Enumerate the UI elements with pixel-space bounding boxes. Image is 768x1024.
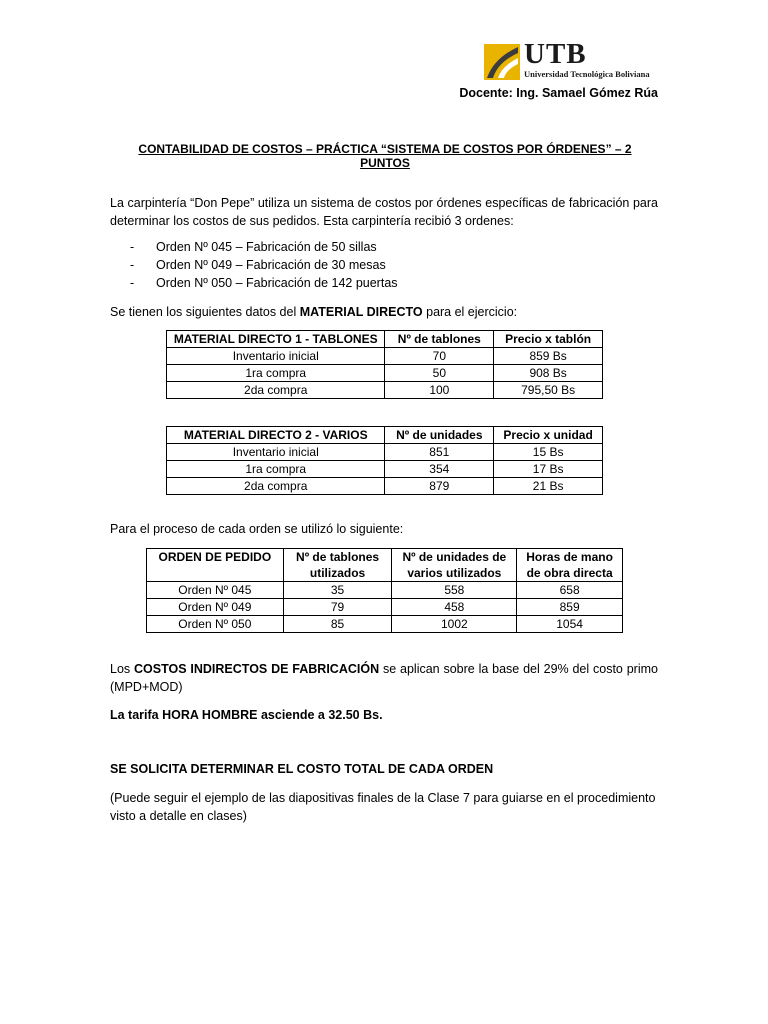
table-header-row <box>167 427 603 444</box>
table-cell: Orden Nº 050 <box>147 616 284 633</box>
table-cell: 879 <box>385 478 494 495</box>
table-header-cell: Nº de unidades <box>385 427 494 444</box>
table-cell: 1ra compra <box>167 365 385 382</box>
utb-logo <box>484 38 656 82</box>
table-cell: 859 Bs <box>494 348 603 365</box>
list-item <box>130 256 398 274</box>
table-cell: 50 <box>385 365 494 382</box>
table-row <box>167 461 603 478</box>
table-header-cell <box>392 549 517 582</box>
table-cell: 658 <box>517 582 623 599</box>
table-header-cell: Precio x unidad <box>494 427 603 444</box>
table-cell: 1002 <box>392 616 517 633</box>
table-cell: 35 <box>283 582 392 599</box>
table-row <box>167 348 603 365</box>
table-header-cell: MATERIAL DIRECTO 1 - TABLONES <box>167 331 385 348</box>
page-title: CONTABILIDAD DE COSTOS – PRÁCTICA “SISTEMA DE COSTOS POR ÓRDENES” – 2 PUNTOS <box>138 142 632 170</box>
bullet-dash: - <box>130 258 135 272</box>
table-row <box>147 582 623 599</box>
order-item-text: Orden Nº 050 – Fabricación de 142 puertas <box>156 276 398 290</box>
table-cell: 851 <box>385 444 494 461</box>
tarifa-paragraph <box>110 706 658 724</box>
list-item <box>130 274 398 292</box>
note-paragraph: (Puede seguir el ejemplo de las diapositivas finales de la Clase 7 para guiarse en el procedimiento visto a detalle en clases) <box>110 791 656 823</box>
table-row <box>147 599 623 616</box>
table-tablones <box>166 330 603 399</box>
table-cell: 859 <box>517 599 623 616</box>
table-header-row <box>147 549 623 582</box>
solicita-heading: SE SOLICITA DETERMINAR EL COSTO TOTAL DE CADA ORDEN <box>110 762 494 776</box>
header-line: Horas de mano <box>526 550 613 564</box>
bullet-dash: - <box>130 240 135 254</box>
cif-paragraph <box>110 660 658 696</box>
logo-emblem-icon <box>484 44 520 80</box>
table-cell: 70 <box>385 348 494 365</box>
table-varios <box>166 426 603 495</box>
tarifa-bold: HORA HOMBRE <box>162 708 258 722</box>
table-cell: 1054 <box>517 616 623 633</box>
intro-paragraph: La carpintería “Don Pepe” utiliza un sistema de costos por órdenes específicas de fabricación para determinar los costos de sus pedidos. Esta carpintería recibió 3 ordenes: <box>110 196 658 228</box>
table-cell: 2da compra <box>167 478 385 495</box>
logo-main-text: UTB <box>524 38 587 70</box>
list-item <box>130 238 398 256</box>
header-line: ORDEN DE PEDIDO <box>158 550 272 564</box>
table-row <box>167 478 603 495</box>
table-cell: 1ra compra <box>167 461 385 478</box>
order-item-text: Orden Nº 045 – Fabricación de 50 sillas <box>156 240 377 254</box>
table-row <box>147 616 623 633</box>
table-cell: Inventario inicial <box>167 348 385 365</box>
table-header-cell <box>517 549 623 582</box>
table-orders-usage <box>146 548 623 633</box>
table-cell: 354 <box>385 461 494 478</box>
cif-pre: Los <box>110 662 134 676</box>
header-line: Nº de unidades de <box>402 550 507 564</box>
table-cell: Orden Nº 045 <box>147 582 284 599</box>
tarifa-post: asciende a 32.50 Bs. <box>257 708 383 722</box>
table-cell: 795,50 Bs <box>494 382 603 399</box>
table-row <box>167 365 603 382</box>
header-line: Nº de tablones <box>296 550 380 564</box>
md-intro-post: para el ejercicio: <box>422 305 518 319</box>
table-cell: 908 Bs <box>494 365 603 382</box>
header-line: de obra directa <box>526 566 613 580</box>
header-line: utilizados <box>309 566 366 580</box>
table-header-cell: MATERIAL DIRECTO 2 - VARIOS <box>167 427 385 444</box>
order-item-text: Orden Nº 049 – Fabricación de 30 mesas <box>156 258 386 272</box>
table-cell: Orden Nº 049 <box>147 599 284 616</box>
md-intro <box>110 303 658 321</box>
cif-bold: COSTOS INDIRECTOS DE FABRICACIÓN <box>134 662 380 676</box>
bullet-dash: - <box>130 276 135 290</box>
logo-sub-text: Universidad Tecnológica Boliviana <box>524 69 650 79</box>
table-cell: Inventario inicial <box>167 444 385 461</box>
table-header-cell: Nº de tablones <box>385 331 494 348</box>
table-cell: 85 <box>283 616 392 633</box>
table-row <box>167 444 603 461</box>
table-header-cell <box>283 549 392 582</box>
table-cell: 17 Bs <box>494 461 603 478</box>
orders-list <box>130 238 398 292</box>
table-cell: 79 <box>283 599 392 616</box>
md-intro-bold: MATERIAL DIRECTO <box>299 305 423 319</box>
table-cell: 15 Bs <box>494 444 603 461</box>
table-header-cell <box>147 549 284 582</box>
table-header-cell: Precio x tablón <box>494 331 603 348</box>
header-line: varios utilizados <box>407 566 502 580</box>
docente-line: Docente: Ing. Samael Gómez Rúa <box>459 86 658 100</box>
table-cell: 558 <box>392 582 517 599</box>
table-row <box>167 382 603 399</box>
table-cell: 21 Bs <box>494 478 603 495</box>
table-cell: 100 <box>385 382 494 399</box>
process-intro: Para el proceso de cada orden se utilizó lo siguiente: <box>110 522 404 536</box>
tarifa-pre: La tarifa <box>110 708 163 722</box>
md-intro-pre: Se tienen los siguientes datos del <box>110 305 300 319</box>
table-cell: 458 <box>392 599 517 616</box>
table-cell: 2da compra <box>167 382 385 399</box>
cif-post: se aplican sobre la base del 29% del costo primo (MPD+MOD) <box>110 662 658 694</box>
table-header-row <box>167 331 603 348</box>
